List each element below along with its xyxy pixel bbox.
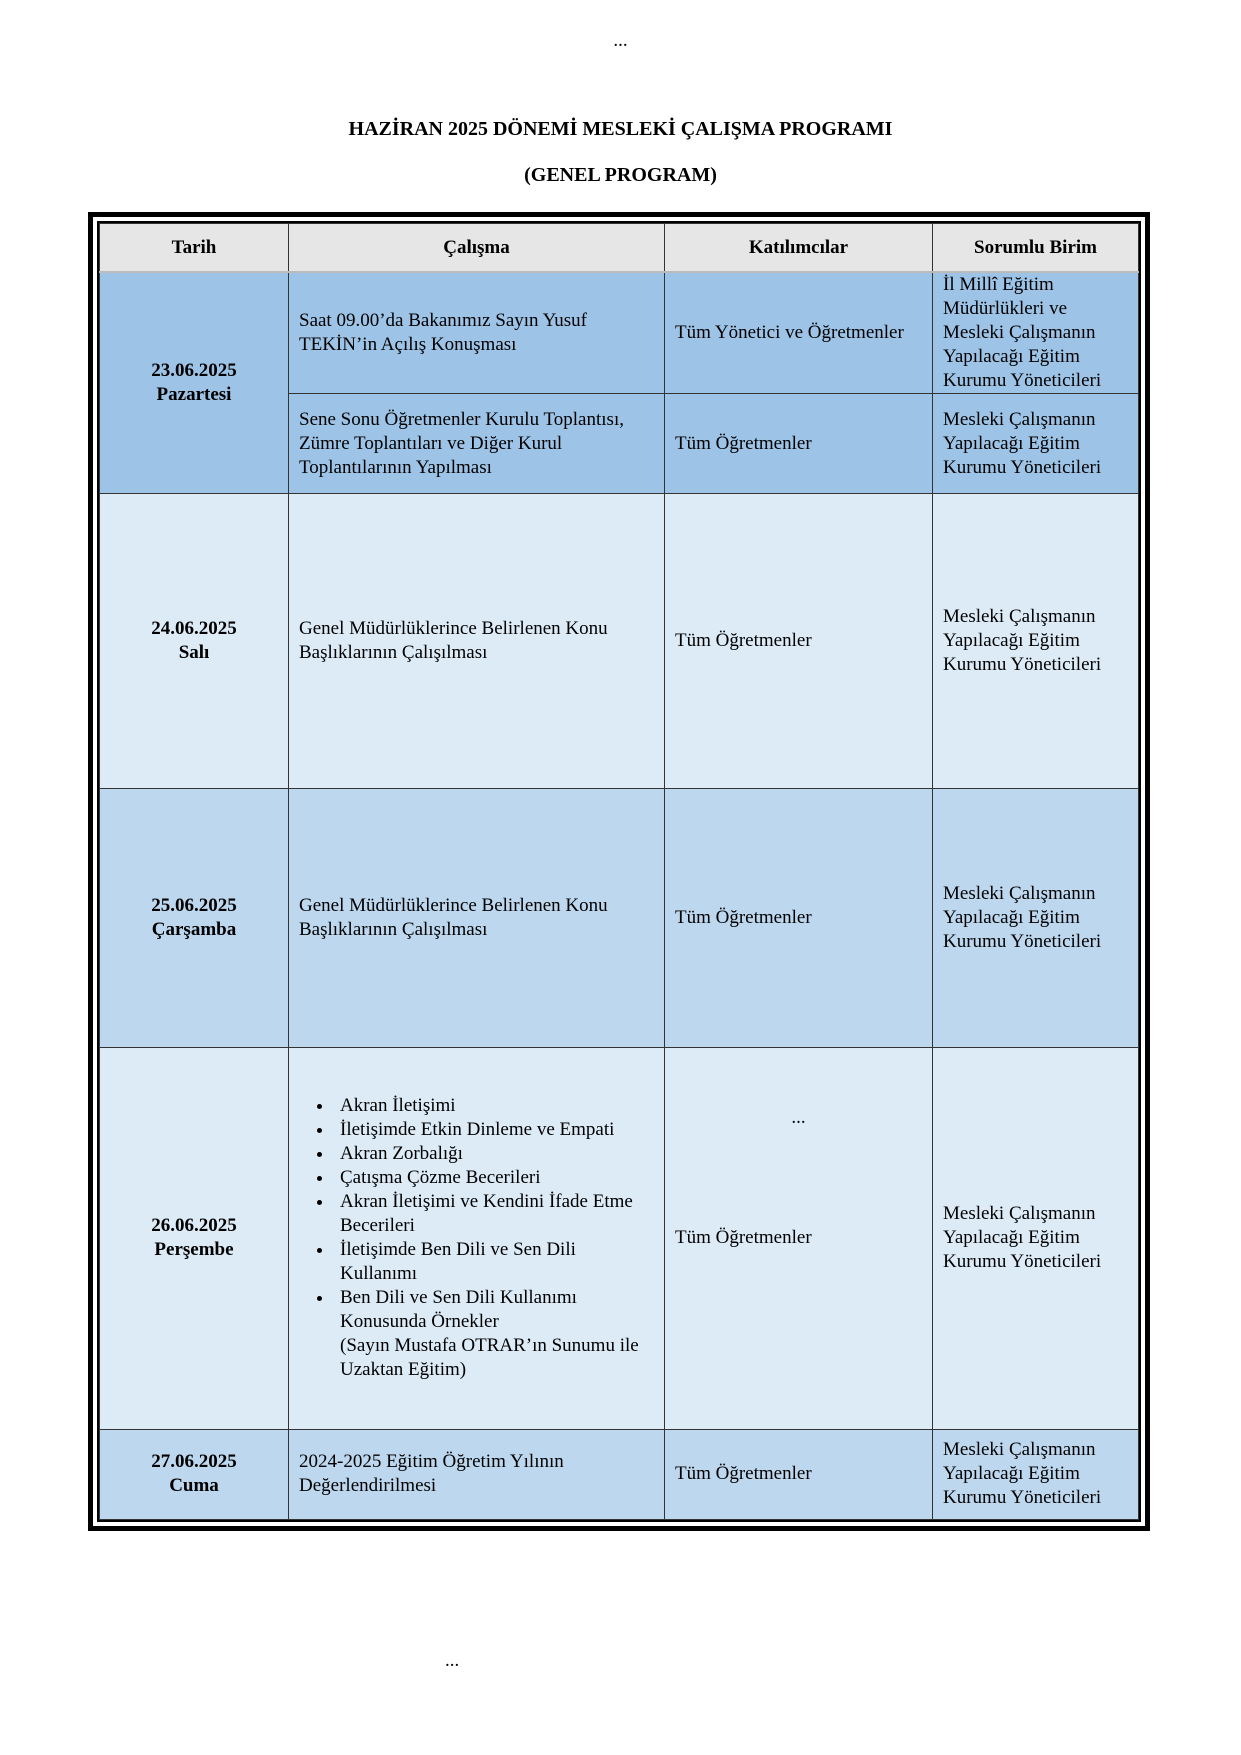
date-cell — [100, 272, 289, 493]
participants-cell: Tüm Öğretmenler — [665, 394, 933, 493]
header-calisma: Çalışma — [289, 224, 665, 273]
responsible-cell: Mesleki Çalışmanın Yapılacağı Eğitim Kurumu Yöneticileri — [933, 1429, 1139, 1519]
page-subtitle: (GENEL PROGRAM) — [524, 164, 717, 186]
date-cell — [100, 789, 289, 1048]
responsible-cell: Mesleki Çalışmanın Yapılacağı Eğitim Kurumu Yöneticileri — [933, 789, 1139, 1048]
list-item: • Akran Zorbalığı — [334, 1142, 654, 1166]
header-katilimcilar: Katılımcılar — [665, 224, 933, 273]
top-ellipsis: ... — [613, 30, 628, 51]
work-cell: Genel Müdürlüklerince Belirlenen Konu Başlıklarının Çalışılması — [289, 493, 665, 788]
responsible-cell: Mesleki Çalışmanın Yapılacağı Eğitim Kurumu Yöneticileri — [933, 493, 1139, 788]
responsible-cell: Mesleki Çalışmanın Yapılacağı Eğitim Kurumu Yöneticileri — [933, 1048, 1139, 1430]
participants-cell: Tüm Öğretmenler — [665, 493, 933, 788]
table-frame — [88, 212, 1150, 1531]
day-text: Salı — [178, 641, 210, 663]
day-text: Pazartesi — [156, 383, 232, 405]
day-text: Çarşamba — [151, 919, 237, 941]
work-cell: Saat 09.00’da Bakanımız Sayın Yusuf TEKİN’in Açılış Konuşması — [289, 272, 665, 394]
table-row — [100, 272, 1139, 394]
schedule-table — [99, 223, 1139, 1520]
work-cell — [289, 1048, 665, 1430]
work-cell: 2024-2025 Eğitim Öğretim Yılının Değerlendirilmesi — [289, 1429, 665, 1519]
list-item: • Çatışma Çözme Becerileri — [334, 1166, 654, 1190]
date-text: 25.06.2025 — [151, 895, 237, 917]
header-tarih: Tarih — [100, 224, 289, 273]
header-sorumlu-birim: Sorumlu Birim — [933, 224, 1139, 273]
date-text: 24.06.2025 — [151, 617, 237, 639]
bottom-ellipsis: ... — [445, 1650, 460, 1671]
participants-ellipsis: ... — [791, 1107, 806, 1129]
list-item: • Ben Dili ve Sen Dili Kullanımı Konusunda Örnekler — [334, 1286, 654, 1334]
topic-list — [299, 1094, 654, 1334]
header-row — [100, 224, 1139, 273]
page-title: HAZİRAN 2025 DÖNEMİ MESLEKİ ÇALIŞMA PROGRAMI — [348, 118, 893, 140]
date-cell — [100, 1429, 289, 1519]
list-item: • İletişimde Ben Dili ve Sen Dili Kullanımı — [334, 1238, 654, 1286]
work-cell: Sene Sonu Öğretmenler Kurulu Toplantısı, Zümre Toplantıları ve Diğer Kurul Toplantılarının Yapılması — [289, 394, 665, 493]
table-row — [100, 789, 1139, 1048]
day-text: Cuma — [169, 1475, 219, 1497]
table-row — [100, 493, 1139, 788]
work-cell: Genel Müdürlüklerince Belirlenen Konu Başlıklarının Çalışılması — [289, 789, 665, 1048]
table-frame-inner — [97, 221, 1141, 1522]
participants-cell: Tüm Öğretmenler — [665, 1429, 933, 1519]
responsible-cell: İl Millî Eğitim Müdürlükleri ve Mesleki Çalışmanın Yapılacağı Eğitim Kurumu Yöneticileri — [933, 272, 1139, 394]
participants-text: Tüm Öğretmenler — [675, 1227, 812, 1249]
date-cell — [100, 1048, 289, 1430]
list-item: • Akran İletişimi — [334, 1094, 654, 1118]
responsible-cell: Mesleki Çalışmanın Yapılacağı Eğitim Kurumu Yöneticileri — [933, 394, 1139, 493]
day-text: Perşembe — [154, 1239, 234, 1261]
participants-cell: Tüm Öğretmenler — [665, 789, 933, 1048]
date-text: 23.06.2025 — [151, 359, 237, 381]
participants-cell: Tüm Yönetici ve Öğretmenler — [665, 272, 933, 394]
table-row — [100, 1048, 1139, 1430]
date-text: 27.06.2025 — [151, 1451, 237, 1473]
list-item: • İletişimde Etkin Dinleme ve Empati — [334, 1118, 654, 1142]
topics-note: (Sayın Mustafa OTRAR’ın Sunumu ile Uzaktan Eğitim) — [340, 1335, 639, 1381]
date-text: 26.06.2025 — [151, 1215, 237, 1237]
date-cell — [100, 493, 289, 788]
participants-cell — [665, 1048, 933, 1430]
table-row — [100, 1429, 1139, 1519]
list-item: • Akran İletişimi ve Kendini İfade Etme Becerileri — [334, 1190, 654, 1238]
